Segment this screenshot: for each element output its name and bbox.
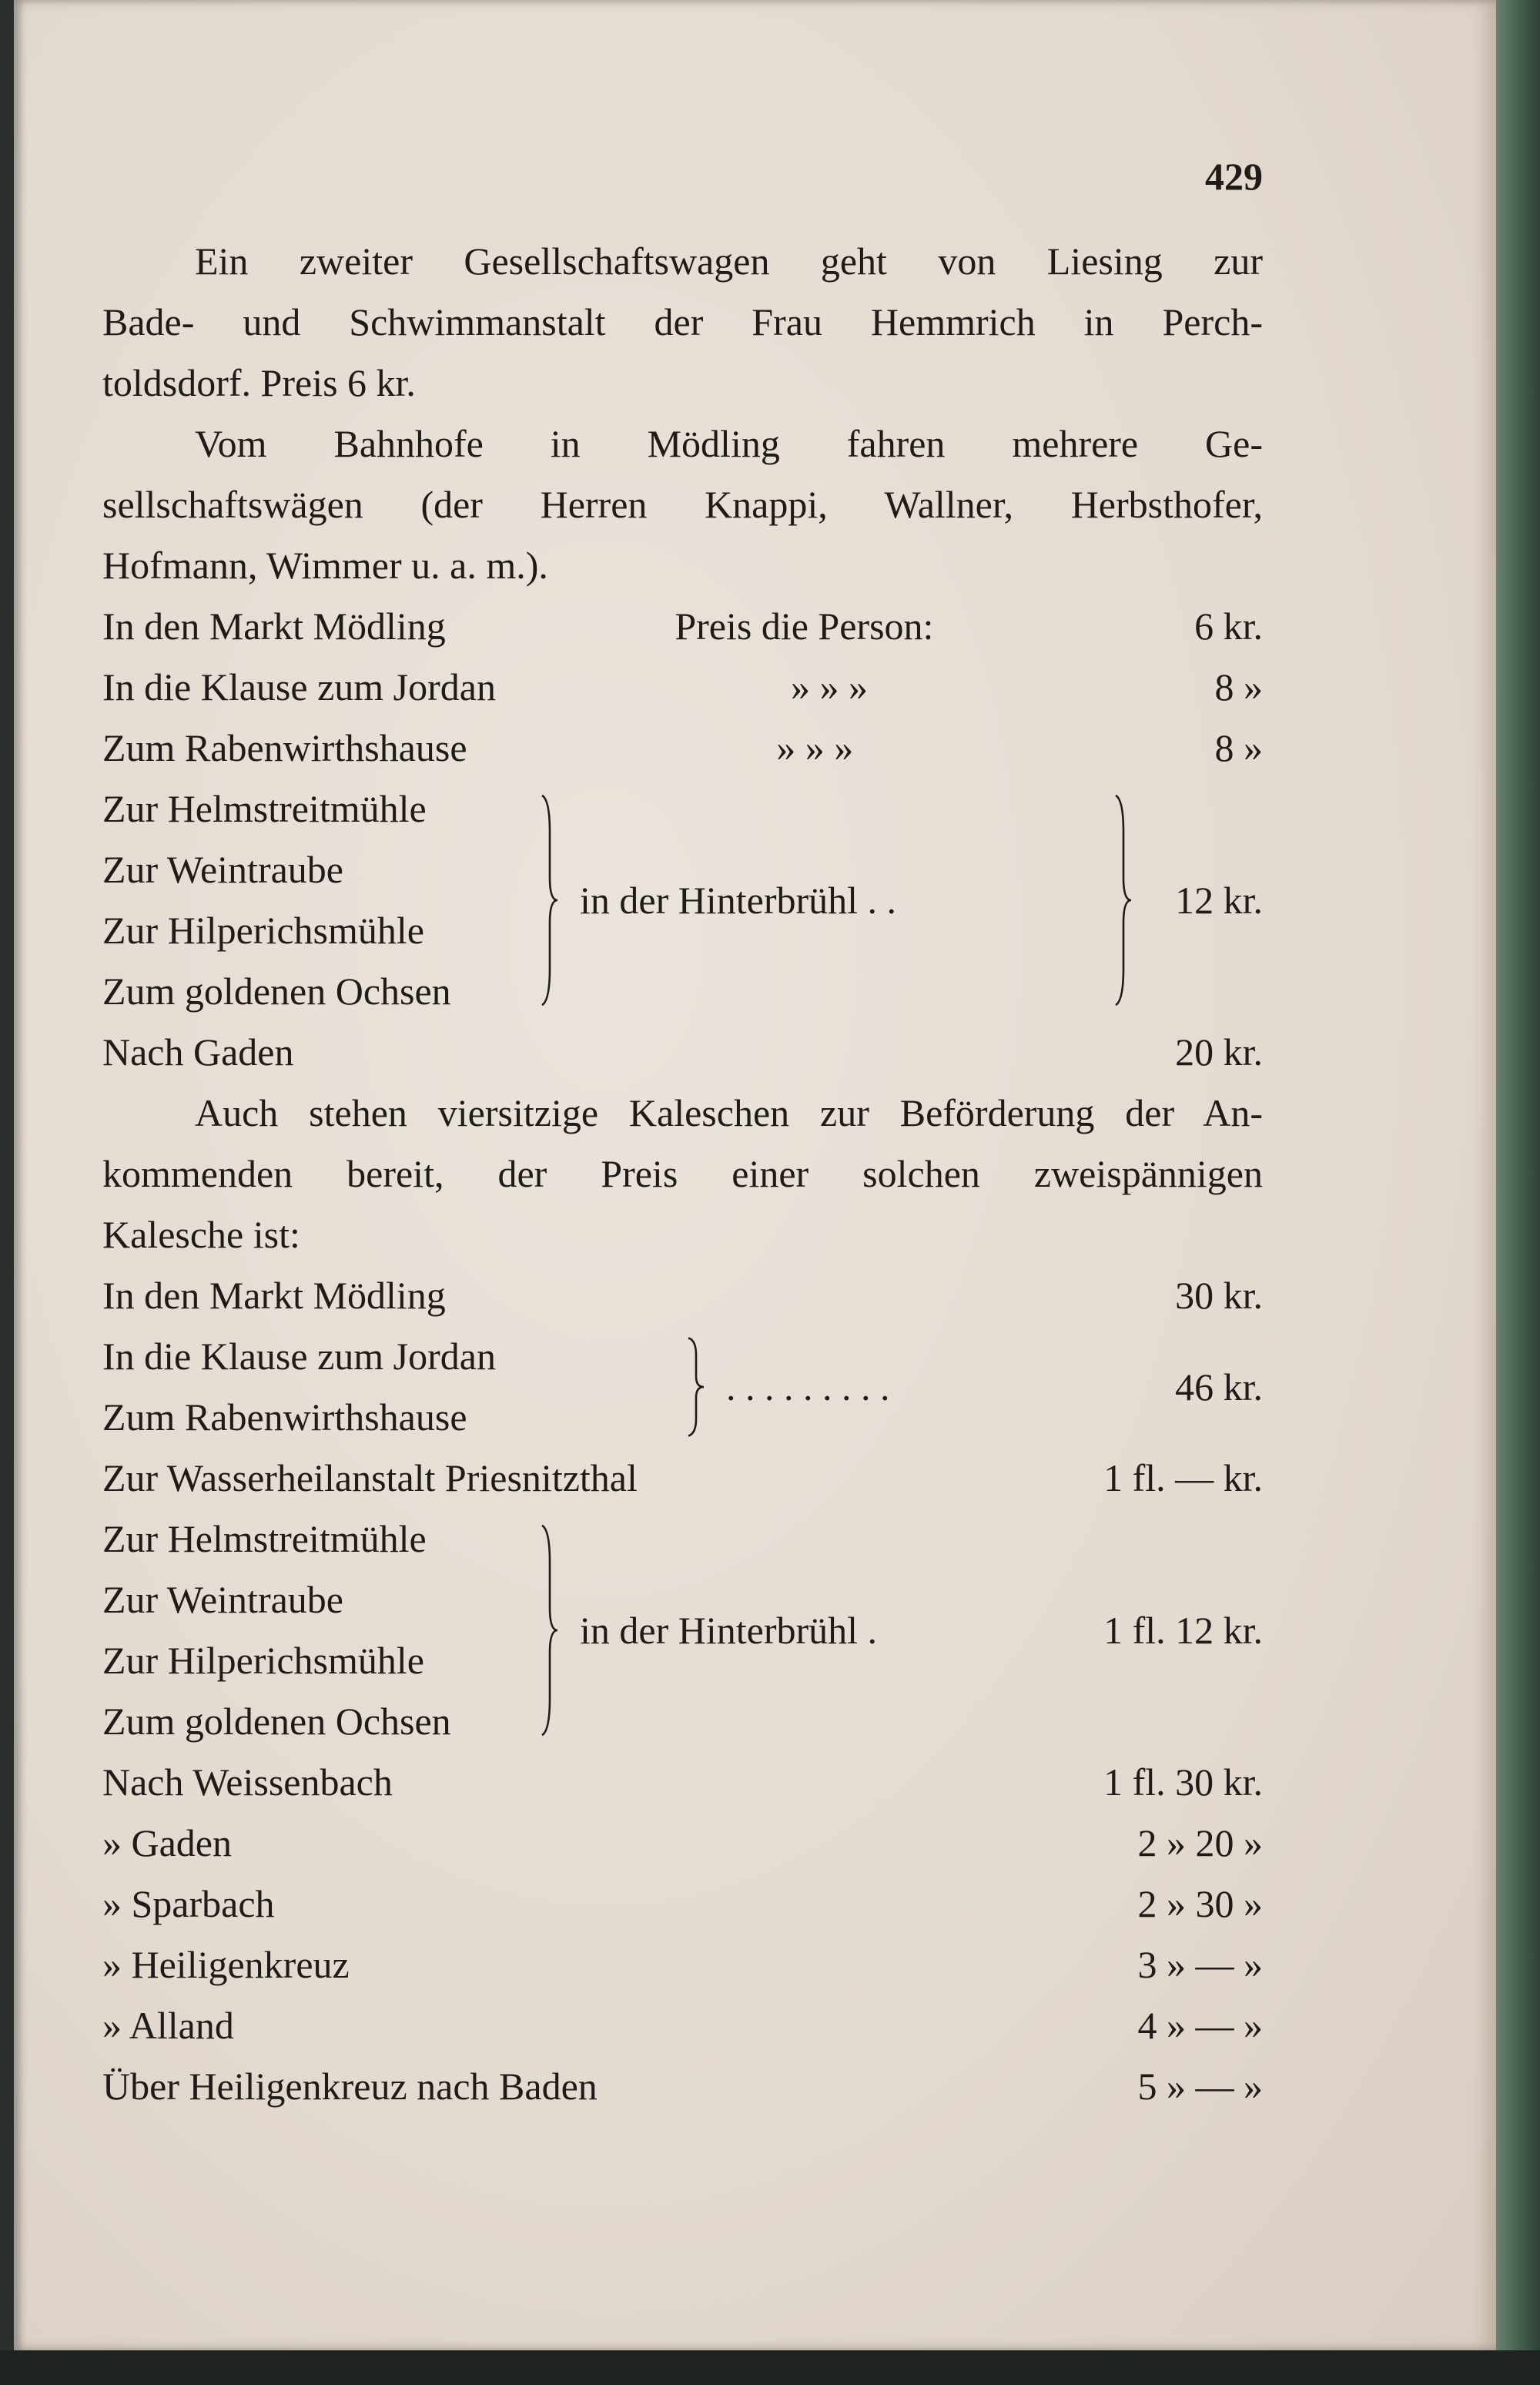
entry-price: 2 » 20 » bbox=[1137, 1821, 1263, 1864]
price-entry bbox=[102, 2056, 1263, 2117]
entry-price: 6 kr. bbox=[1194, 605, 1263, 648]
text-line: Ein zweiter Gesellschaftswagen geht von Liesing zur bbox=[195, 240, 1263, 283]
entry-destination: » Alland bbox=[102, 2004, 234, 2047]
entry-destination: Nach Weissenbach bbox=[102, 1760, 393, 1804]
dot-leader bbox=[475, 718, 769, 779]
price-entry bbox=[102, 657, 1263, 718]
entry-price: 5 » — » bbox=[1137, 2065, 1263, 2108]
dot-leader bbox=[605, 2056, 1130, 2117]
group-location: in der Hinterbrühl . bbox=[580, 1608, 878, 1652]
group-location: . . . . . . . . . bbox=[726, 1365, 890, 1409]
price-entry bbox=[102, 1934, 1263, 1995]
entry-price: 3 » — » bbox=[1137, 1943, 1263, 1986]
dot-leader bbox=[283, 1874, 1130, 1934]
entry-note: » » » bbox=[776, 726, 854, 769]
dot-leader bbox=[239, 1813, 1130, 1874]
entry-price: 8 » bbox=[1214, 665, 1263, 708]
page-number: 429 bbox=[1205, 155, 1263, 198]
dot-leader bbox=[875, 657, 1155, 718]
scan-background bbox=[0, 2350, 1540, 2385]
text-line: Kalesche ist: bbox=[102, 1213, 300, 1256]
entry-destination: Nach Gaden bbox=[102, 1030, 294, 1074]
entry-destination: » Sparbach bbox=[102, 1882, 275, 1925]
price-entry bbox=[102, 1874, 1263, 1934]
text-line: Auch stehen viersitzige Kaleschen zur Beförderung der An- bbox=[195, 1091, 1263, 1134]
entry-destination: Zur Wasserheilanstalt Priesnitzthal bbox=[102, 1456, 638, 1499]
entry-price: 20 kr. bbox=[1175, 1030, 1263, 1074]
price-entry bbox=[102, 1265, 1263, 1326]
dot-leader bbox=[941, 596, 1155, 657]
entry-note: Preis die Person: bbox=[675, 605, 934, 648]
dot-leader bbox=[302, 1022, 1156, 1083]
dot-leader bbox=[504, 657, 783, 718]
dot-leader bbox=[357, 1934, 1130, 1995]
dot-leader bbox=[242, 1995, 1130, 2056]
text-line: Bade- und Schwimmanstalt der Frau Hemmrich in Perch- bbox=[102, 300, 1263, 343]
entry-destination: In die Klause zum Jordan bbox=[102, 665, 496, 708]
group-destination: Zum Rabenwirthshause bbox=[102, 1395, 467, 1439]
text-line: sellschaftswägen (der Herren Knappi, Wallner, Herbsthofer, bbox=[102, 483, 1263, 526]
group-price: 46 kr. bbox=[1175, 1365, 1263, 1409]
entry-price: 4 » — » bbox=[1137, 2004, 1263, 2047]
price-entry bbox=[102, 1995, 1263, 2056]
dot-leader bbox=[454, 596, 668, 657]
dot-leader bbox=[645, 1448, 1096, 1509]
entry-price: 30 kr. bbox=[1175, 1274, 1263, 1317]
group-destination: In die Klause zum Jordan bbox=[102, 1335, 496, 1378]
entry-destination: » Heiligenkreuz bbox=[102, 1943, 350, 1986]
entry-destination: In den Markt Mödling bbox=[102, 1274, 446, 1317]
entry-destination: In den Markt Mödling bbox=[102, 605, 446, 648]
group-price: 1 fl. 12 kr. bbox=[1103, 1608, 1263, 1652]
price-entry bbox=[102, 1752, 1263, 1813]
entry-price: 1 fl. — kr. bbox=[1103, 1456, 1263, 1499]
group-destination: Zur Helmstreitmühle bbox=[102, 787, 427, 830]
group-destination: Zum goldenen Ochsen bbox=[102, 970, 451, 1013]
entry-price: 8 » bbox=[1214, 726, 1264, 769]
group-destination: Zur Weintraube bbox=[102, 1578, 343, 1621]
entry-price: 1 fl. 30 kr. bbox=[1103, 1760, 1263, 1804]
group-destination: Zur Hilperichsmühle bbox=[102, 909, 424, 952]
entry-destination: Über Heiligenkreuz nach Baden bbox=[102, 2065, 598, 2108]
left-brace-icon bbox=[539, 786, 562, 1014]
group-price: 12 kr. bbox=[1175, 878, 1263, 922]
text-line: toldsdorf. Preis 6 kr. bbox=[102, 361, 416, 404]
left-brace-icon bbox=[539, 1516, 562, 1744]
dot-leader bbox=[454, 1265, 1155, 1326]
left-brace-icon bbox=[685, 1334, 708, 1440]
entry-price: 2 » 30 » bbox=[1137, 1882, 1263, 1925]
group-destination: Zum goldenen Ochsen bbox=[102, 1700, 451, 1743]
group-destination: Zur Helmstreitmühle bbox=[102, 1517, 427, 1560]
text-line: kommenden bereit, der Preis einer solchen zweispännigen bbox=[102, 1152, 1263, 1195]
entry-note: » » » bbox=[790, 665, 868, 708]
dot-leader bbox=[861, 718, 1155, 779]
entry-destination: » Gaden bbox=[102, 1821, 232, 1864]
dot-leader bbox=[400, 1752, 1096, 1813]
book-page bbox=[14, 0, 1496, 2350]
text-line: Hofmann, Wimmer u. a. m.). bbox=[102, 544, 548, 587]
price-entry bbox=[102, 596, 1263, 657]
text-line: Vom Bahnhofe in Mödling fahren mehrere Ge- bbox=[195, 422, 1263, 465]
group-destination: Zur Hilperichsmühle bbox=[102, 1639, 424, 1682]
price-entry bbox=[102, 718, 1263, 779]
entry-destination: Zum Rabenwirthshause bbox=[102, 726, 467, 769]
price-entry bbox=[102, 1813, 1263, 1874]
group-destination: Zur Weintraube bbox=[102, 848, 343, 891]
price-entry bbox=[102, 1022, 1263, 1083]
group-location: in der Hinterbrühl . . bbox=[580, 878, 897, 922]
price-entry bbox=[102, 1448, 1263, 1509]
